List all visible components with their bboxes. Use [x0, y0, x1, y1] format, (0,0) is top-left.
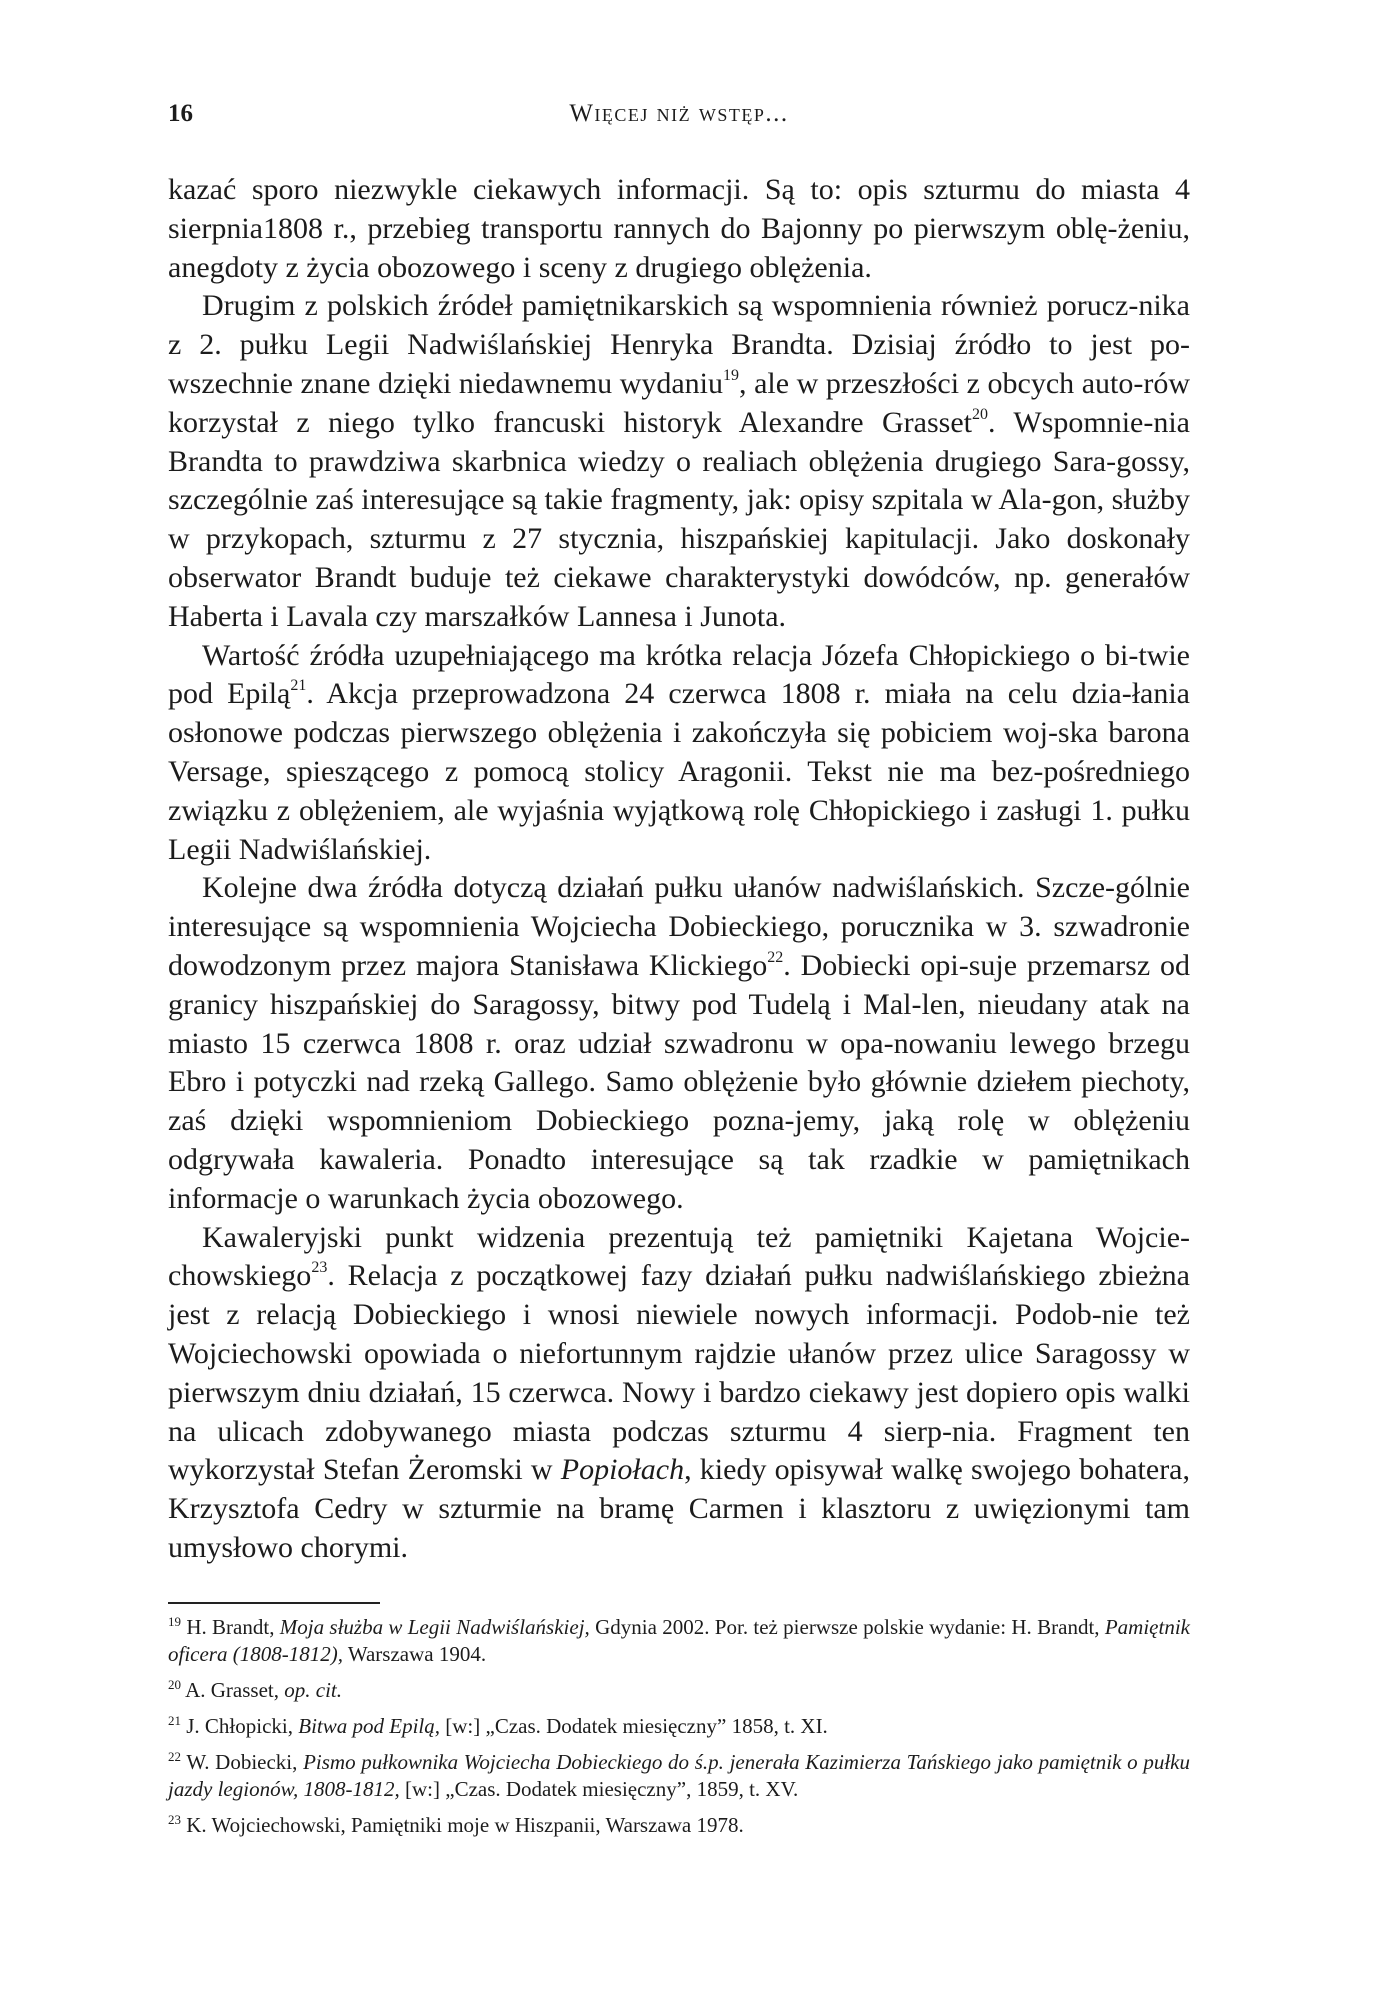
footnote-number: 19: [168, 1614, 181, 1629]
paragraph: [168, 171, 1190, 287]
text-run: . Relacja z początkowej fazy działań pułku nadwiślańskiego zbieżna jest z relacją Dobieckiego i wnosi niewiele nowych informacji. Podob-nie też Wojciechowski opowiada o niefortunnym rajdzie ułanów przez ulice Saragossy w pierwszym dniu działań, 15 czerwca. Nowy i bardzo ciekawy jest dopiero opis walki na ulicach zdobywanego miasta podczas szturmu 4 sierp-nia. Fragment ten wykorzystał Stefan Żeromski w: [168, 1259, 1190, 1487]
footnote-text: A. Grasset,: [181, 1678, 285, 1702]
text-run: kazać sporo niezwykle ciekawych informacji. Są to: opis szturmu do miasta 4 sierpnia1808 r., przebieg transportu rannych do Bajonny po pierwszym oblę-żeniu, anegdoty z życia obozowego i sceny z drugiego oblężenia.: [168, 173, 1190, 284]
footnote-number: 23: [168, 1812, 181, 1827]
text-run: , kiedy opisywał walkę swojego bohatera, Krzysztofa Cedry w szturmie na bramę Carmen i klasztoru z uwięzionymi tam umysłowo chorymi.: [168, 1453, 1190, 1564]
footnote-text: K. Wojciechowski, Pamiętniki moje w Hiszpanii, Warszawa 1978.: [181, 1813, 744, 1837]
footnote-number: 21: [168, 1713, 181, 1728]
footnote-ref: 23: [311, 1259, 328, 1277]
footnote-ref: 22: [767, 948, 784, 966]
footnote-text: W. Dobiecki,: [181, 1750, 304, 1774]
footnote-title: Pismo pułkownika Wojciecha Dobieckiego do ś.p. jenerała Kazimierza Tańskiego jako pamiętnik o pułku jazdy legionów, 1808-1812,: [168, 1750, 1190, 1801]
footnote: [168, 1812, 1190, 1839]
footnote-divider: [168, 1602, 380, 1604]
text-run: Kolejne dwa źródła dotyczą działań pułku ułanów nadwiślańskich. Szcze-gólnie interesujące są wspomnienia Wojciecha Dobieckiego, porucznika w 3. szwadronie dowodzonym przez majora Stanisława Klickiego: [168, 871, 1190, 982]
book-title: Popiołach: [560, 1453, 685, 1487]
main-text: [168, 171, 1190, 1568]
footnote-number: 20: [168, 1677, 181, 1692]
footnote-title: Moja służba w Legii Nadwiślańskiej,: [279, 1615, 590, 1639]
footnote-ref: 19: [723, 366, 740, 384]
footnote-text: Gdynia 2002. Por. też pierwsze polskie wydanie: H. Brandt,: [589, 1615, 1105, 1639]
footnote-title: Bitwa pod Epilą,: [298, 1714, 441, 1738]
text-run: , ale w przeszłości z obcych auto-rów korzystał z niego tylko francuski historyk Alexandre Grasset: [168, 366, 1190, 439]
text-run: Kawaleryjski punkt widzenia prezentują też pamiętniki Kajetana Wojcie-chowskiego: [168, 1220, 1190, 1293]
footnote-text: H. Brandt,: [181, 1615, 280, 1639]
footnote: [168, 1749, 1190, 1803]
footnote-text: J. Chłopicki,: [181, 1714, 299, 1738]
footnotes: [168, 1614, 1190, 1848]
footnote-text: Warszawa 1904.: [342, 1642, 487, 1666]
footnote: [168, 1713, 1190, 1740]
text-run: Drugim z polskich źródeł pamiętnikarskich są wspomnienia również porucz-nika z 2. pułku Legii Nadwiślańskiej Henryka Brandta. Dzisiaj źródło to jest po-wszechnie znane dzięki niedawnemu wydaniu: [168, 289, 1190, 400]
page-number: 16: [168, 100, 193, 127]
text-run: . Akcja przeprowadzona 24 czerwca 1808 r. miała na celu dzia-łania osłonowe podczas pierwszego oblężenia i zakończyła się pobiciem woj-ska barona Versage, spieszącego z pomocą stolicy Aragonii. Tekst nie ma bez-pośredniego związku z oblężeniem, ale wyjaśnia wyjątkową rolę Chłopickiego i zasługi 1. pułku Legii Nadwiślańskiej.: [168, 677, 1190, 866]
footnote-text: [w:] „Czas. Dodatek miesięczny” 1858, t. XI.: [440, 1714, 828, 1738]
paragraph: [168, 637, 1190, 870]
paragraph: [168, 869, 1190, 1218]
page-header: [168, 100, 1190, 140]
footnote-ref: 20: [971, 405, 988, 423]
paragraph: [168, 1219, 1190, 1568]
paragraph: [168, 287, 1190, 636]
footnote-number: 22: [168, 1749, 181, 1764]
text-run: . Wspomnie-nia Brandta to prawdziwa skarbnica wiedzy o realiach oblężenia drugiego Sara-gossy, szczególnie zaś interesujące są takie fragmenty, jak: opisy szpitala w Ala-gon, służby w przykopach, szturmu z 27 stycznia, hiszpańskiej kapitulacji. Jako doskonały obserwator Brandt buduje też ciekawe charakterystyki dowódców, np. generałów Haberta i Lavala czy marszałków Lannesa i Junota.: [168, 405, 1190, 633]
text-run: . Dobiecki opi-suje przemarsz od granicy hiszpańskiej do Saragossy, bitwy pod Tudelą i Mal-len, nieudany atak na miasto 15 czerwca 1808 r. oraz udział szwadronu w opa-nowaniu lewego brzegu Ebro i potyczki nad rzeką Gallego. Samo oblężenie było głównie dziełem piechoty, zaś dzięki wspomnieniom Dobieckiego pozna-jemy, jaką rolę w oblężeniu odgrywała kawaleria. Ponadto interesujące są tak rzadkie w pamiętnikach informacje o warunkach życia obozowego.: [168, 948, 1190, 1215]
footnote-title: Pamiętnik oficera (1808-1812),: [168, 1615, 1190, 1666]
running-head: Więcej niż wstęp...: [569, 100, 789, 127]
footnote: [168, 1614, 1190, 1668]
footnote: [168, 1677, 1190, 1704]
footnote-title: op. cit.: [284, 1678, 342, 1702]
footnote-text: [w:] „Czas. Dodatek miesięczny”, 1859, t. XV.: [399, 1777, 799, 1801]
footnote-ref: 21: [290, 677, 307, 695]
text-run: Wartość źródła uzupełniającego ma krótka relacja Józefa Chłopickiego o bi-twie pod Epilą: [168, 638, 1190, 711]
